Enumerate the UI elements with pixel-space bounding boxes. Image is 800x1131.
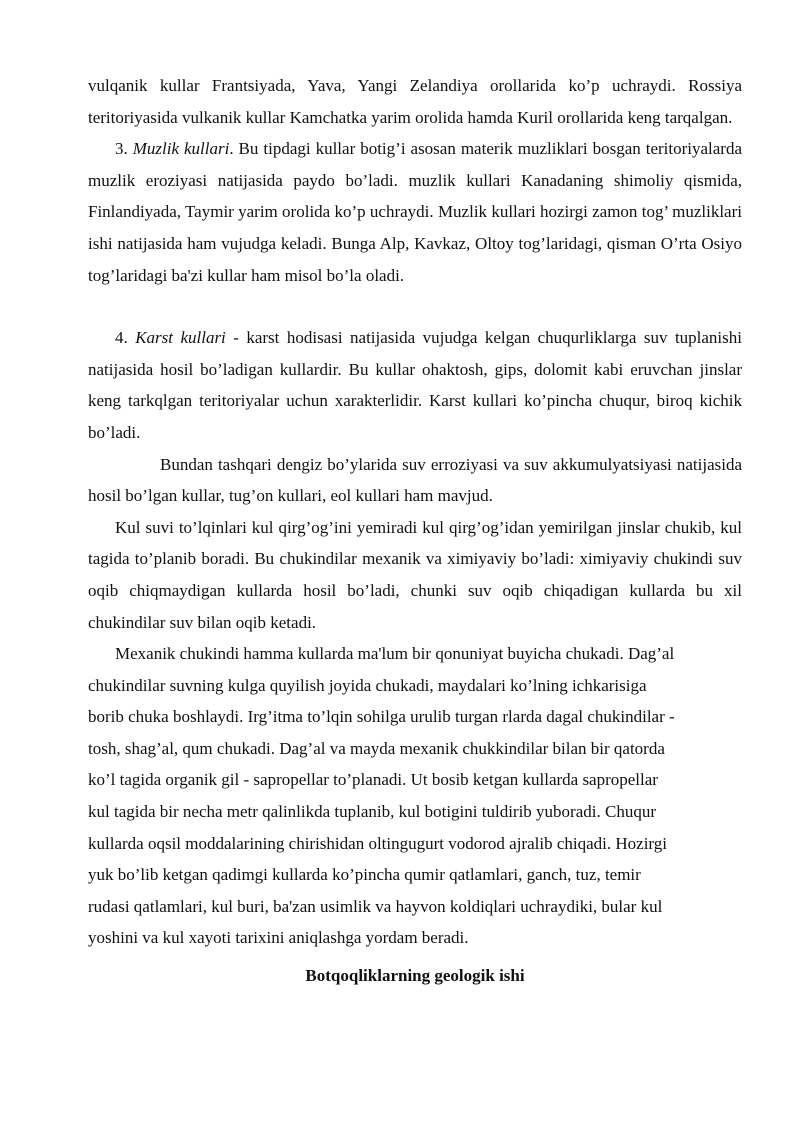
text-line: borib chuka boshlaydi. Irg’itma to’lqin sohilga urulib turgan rlarda dagal chukindilar - xyxy=(88,707,675,727)
list-number: 4. xyxy=(115,328,128,348)
paragraph-mechanical-sediments xyxy=(88,638,742,954)
paragraph-text: . Bu tipdagi kullar botig’i asosan materik muzliklari bosgan teritoriyalarda muzlik eroziyasi natijasida paydo bo’ladi. muzlik kullari Kanadaning shimoliy qismida, Finlandiyada, Taymir yarim orolida ko’p uchraydi. Muzlik kullari hozirgi zamon tog’ muzliklari ishi natijasida ham vujudga keladi. Bunga Alp, Kavkaz, Oltoy tog’laridagi, qisman O’rta Osiyo tog’laridagi ba'zi kullar ham misol bo’la oladi. xyxy=(88,139,743,285)
document-page xyxy=(88,70,742,992)
term-karst-lakes: Karst kullari xyxy=(135,328,226,348)
paragraph-lake-sediments: Kul suvi to’lqinlari kul qirg’og’ini yemiradi kul qirg’og’idan yemirilgan jinslar chukib, kul tagida to’planib boradi. Bu chukindilar mexanik va ximiyaviy bo’ladi: ximiyaviy chukindi suv oqib chiqmaydigan kullarda hosil bo’ladi, chunki suv oqib chiqadigan kullarda bu xil chukindilar suv bilan oqib ketadi. xyxy=(88,517,742,632)
text-line: kullarda oqsil moddalarining chirishidan oltingugurt vodorod ajralib chiqadi. Hozirgi xyxy=(88,833,667,853)
text-line: ko’l tagida organik gil - sapropellar to’planadi. Ut bosib ketgan kullarda sapropellar xyxy=(88,770,658,790)
section-heading: Botqoqliklarning geologik ishi xyxy=(305,966,525,986)
text-line: tosh, shag’al, qum chukadi. Dag’al va mayda mexanik chukkindilar bilan bir qatorda xyxy=(88,738,665,758)
list-number: 3. xyxy=(115,139,128,159)
paragraph-volcanic-lakes: vulqanik kullar Frantsiyada, Yava, Yangi Zelandiya orollarida ko’p uchraydi. Rossiya teritoriyasida vulkanik kullar Kamchatka yarim orolida hamda Kuril orollarida keng tarqalgan. xyxy=(88,76,742,127)
text-line: yoshini va kul xayoti tarixini aniqlashga yordam beradi. xyxy=(88,928,469,948)
text-line: Mexanik chukindi hamma kullarda ma'lum bir qonuniyat buyicha chukadi. Dag’al xyxy=(115,644,675,664)
term-glacial-lakes: Muzlik kullari xyxy=(132,139,230,159)
paragraph-karst-lakes xyxy=(88,322,742,448)
paragraph-text: - karst hodisasi natijasida vujudga kelgan chuqurliklarga suv tuplanishi natijasida hosil bo’ladigan kullardir. Bu kullar ohaktosh, gips, dolomit kabi eruvchan jinslar keng tarkqlgan teritoriyalar uchun xarakterlidir. Karst kullari ko’pincha chuqur, biroq kichik bo’ladi. xyxy=(88,328,742,442)
text-line: yuk bo’lib ketgan qadimgi kullarda ko’pincha qumir qatlamlari, ganch, tuz, temir xyxy=(88,865,641,885)
text-line: rudasi qatlamlari, kul buri, ba'zan usimlik va hayvon koldiqlari uchraydiki, bular kul xyxy=(88,896,663,916)
text-line: chukindilar suvning kulga quyilish joyida chukadi, maydalari ko’lning ichkarisiga xyxy=(88,675,647,695)
paragraph-glacial-lakes xyxy=(88,133,742,291)
text-line: kul tagida bir necha metr qalinlikda tuplanib, kul botigini tuldirib yuboradi. Chuqur xyxy=(88,802,656,822)
paragraph-other-lakes: Bundan tashqari dengiz bo’ylarida suv erroziyasi va suv akkumulyatsiyasi natijasida hosil bo’lgan kullar, tug’on kullari, eol kullari ham mavjud. xyxy=(88,454,742,506)
